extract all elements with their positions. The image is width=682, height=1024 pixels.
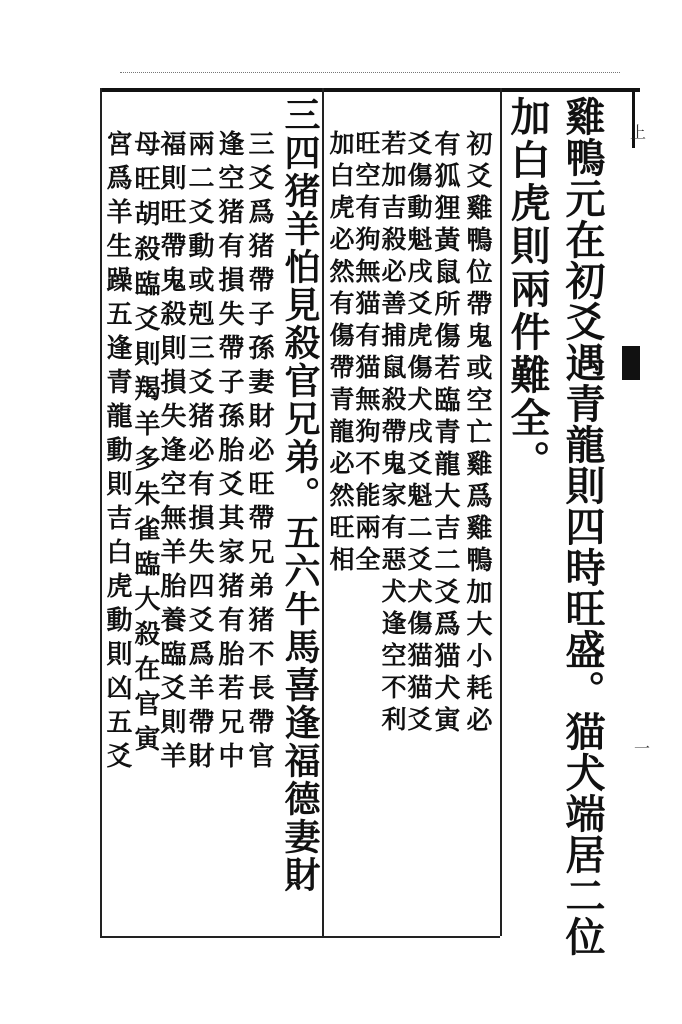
text-column: 加白虎必然有傷帶青龍必然旺相 <box>326 130 355 578</box>
heading-column-1: 雞鴨元在初爻遇青龍則四時旺盛。猫犬端居二位 <box>559 96 606 957</box>
text-column: 兩二爻動或剋三爻猪必有損失四爻爲羊帶財 <box>184 130 214 776</box>
margin-mark-top: 上 <box>630 123 647 142</box>
text-column: 宮爲羊生躁五逢青龍動則吉白虎動則凶五爻 <box>102 130 132 776</box>
heading-column-2: 加白虎則兩件難全。 <box>504 96 551 483</box>
text-column: 爻傷動魁戌爻虎傷犬戌爻魁二爻犬傷猫猫爻 <box>404 130 433 738</box>
text-column: 有狐狸黃鼠所傷若臨青龍大吉二爻爲猫犬寅 <box>430 130 460 738</box>
heading-column-3: 三四猪羊怕見殺官兄弟。五六牛馬喜逢福德妻財 <box>279 96 321 894</box>
margin-mark-right: 一 <box>634 739 651 758</box>
text-column: 母旺胡殺臨爻則羯羊多朱雀臨大殺在官寅 <box>130 130 160 760</box>
top-border-line <box>100 88 640 92</box>
text-column: 初爻雞鴨位帶鬼或空亡雞爲雞鴨加大小耗必 <box>462 130 492 738</box>
edge-tab-mark <box>622 346 640 380</box>
text-column: 福則旺帶鬼殺則損失逢空無羊胎養臨爻則羊 <box>156 130 186 776</box>
divider-line <box>500 88 502 936</box>
text-column: 旺空有狗無猫有猫無狗不能兩全 <box>352 130 381 578</box>
text-column: 若加吉殺必善捕鼠殺帶鬼家有惡犬逢空不利 <box>378 130 407 738</box>
text-column: 逢空猪有損失帶子孫胎爻其家猪有胎若兄中 <box>214 130 244 776</box>
text-column: 三爻爲猪帶子孫妻財必旺帶兄弟猪不長帶官 <box>244 130 274 776</box>
page-edge-specks <box>120 72 620 73</box>
divider-line <box>322 88 324 936</box>
bottom-border-line <box>100 936 500 938</box>
